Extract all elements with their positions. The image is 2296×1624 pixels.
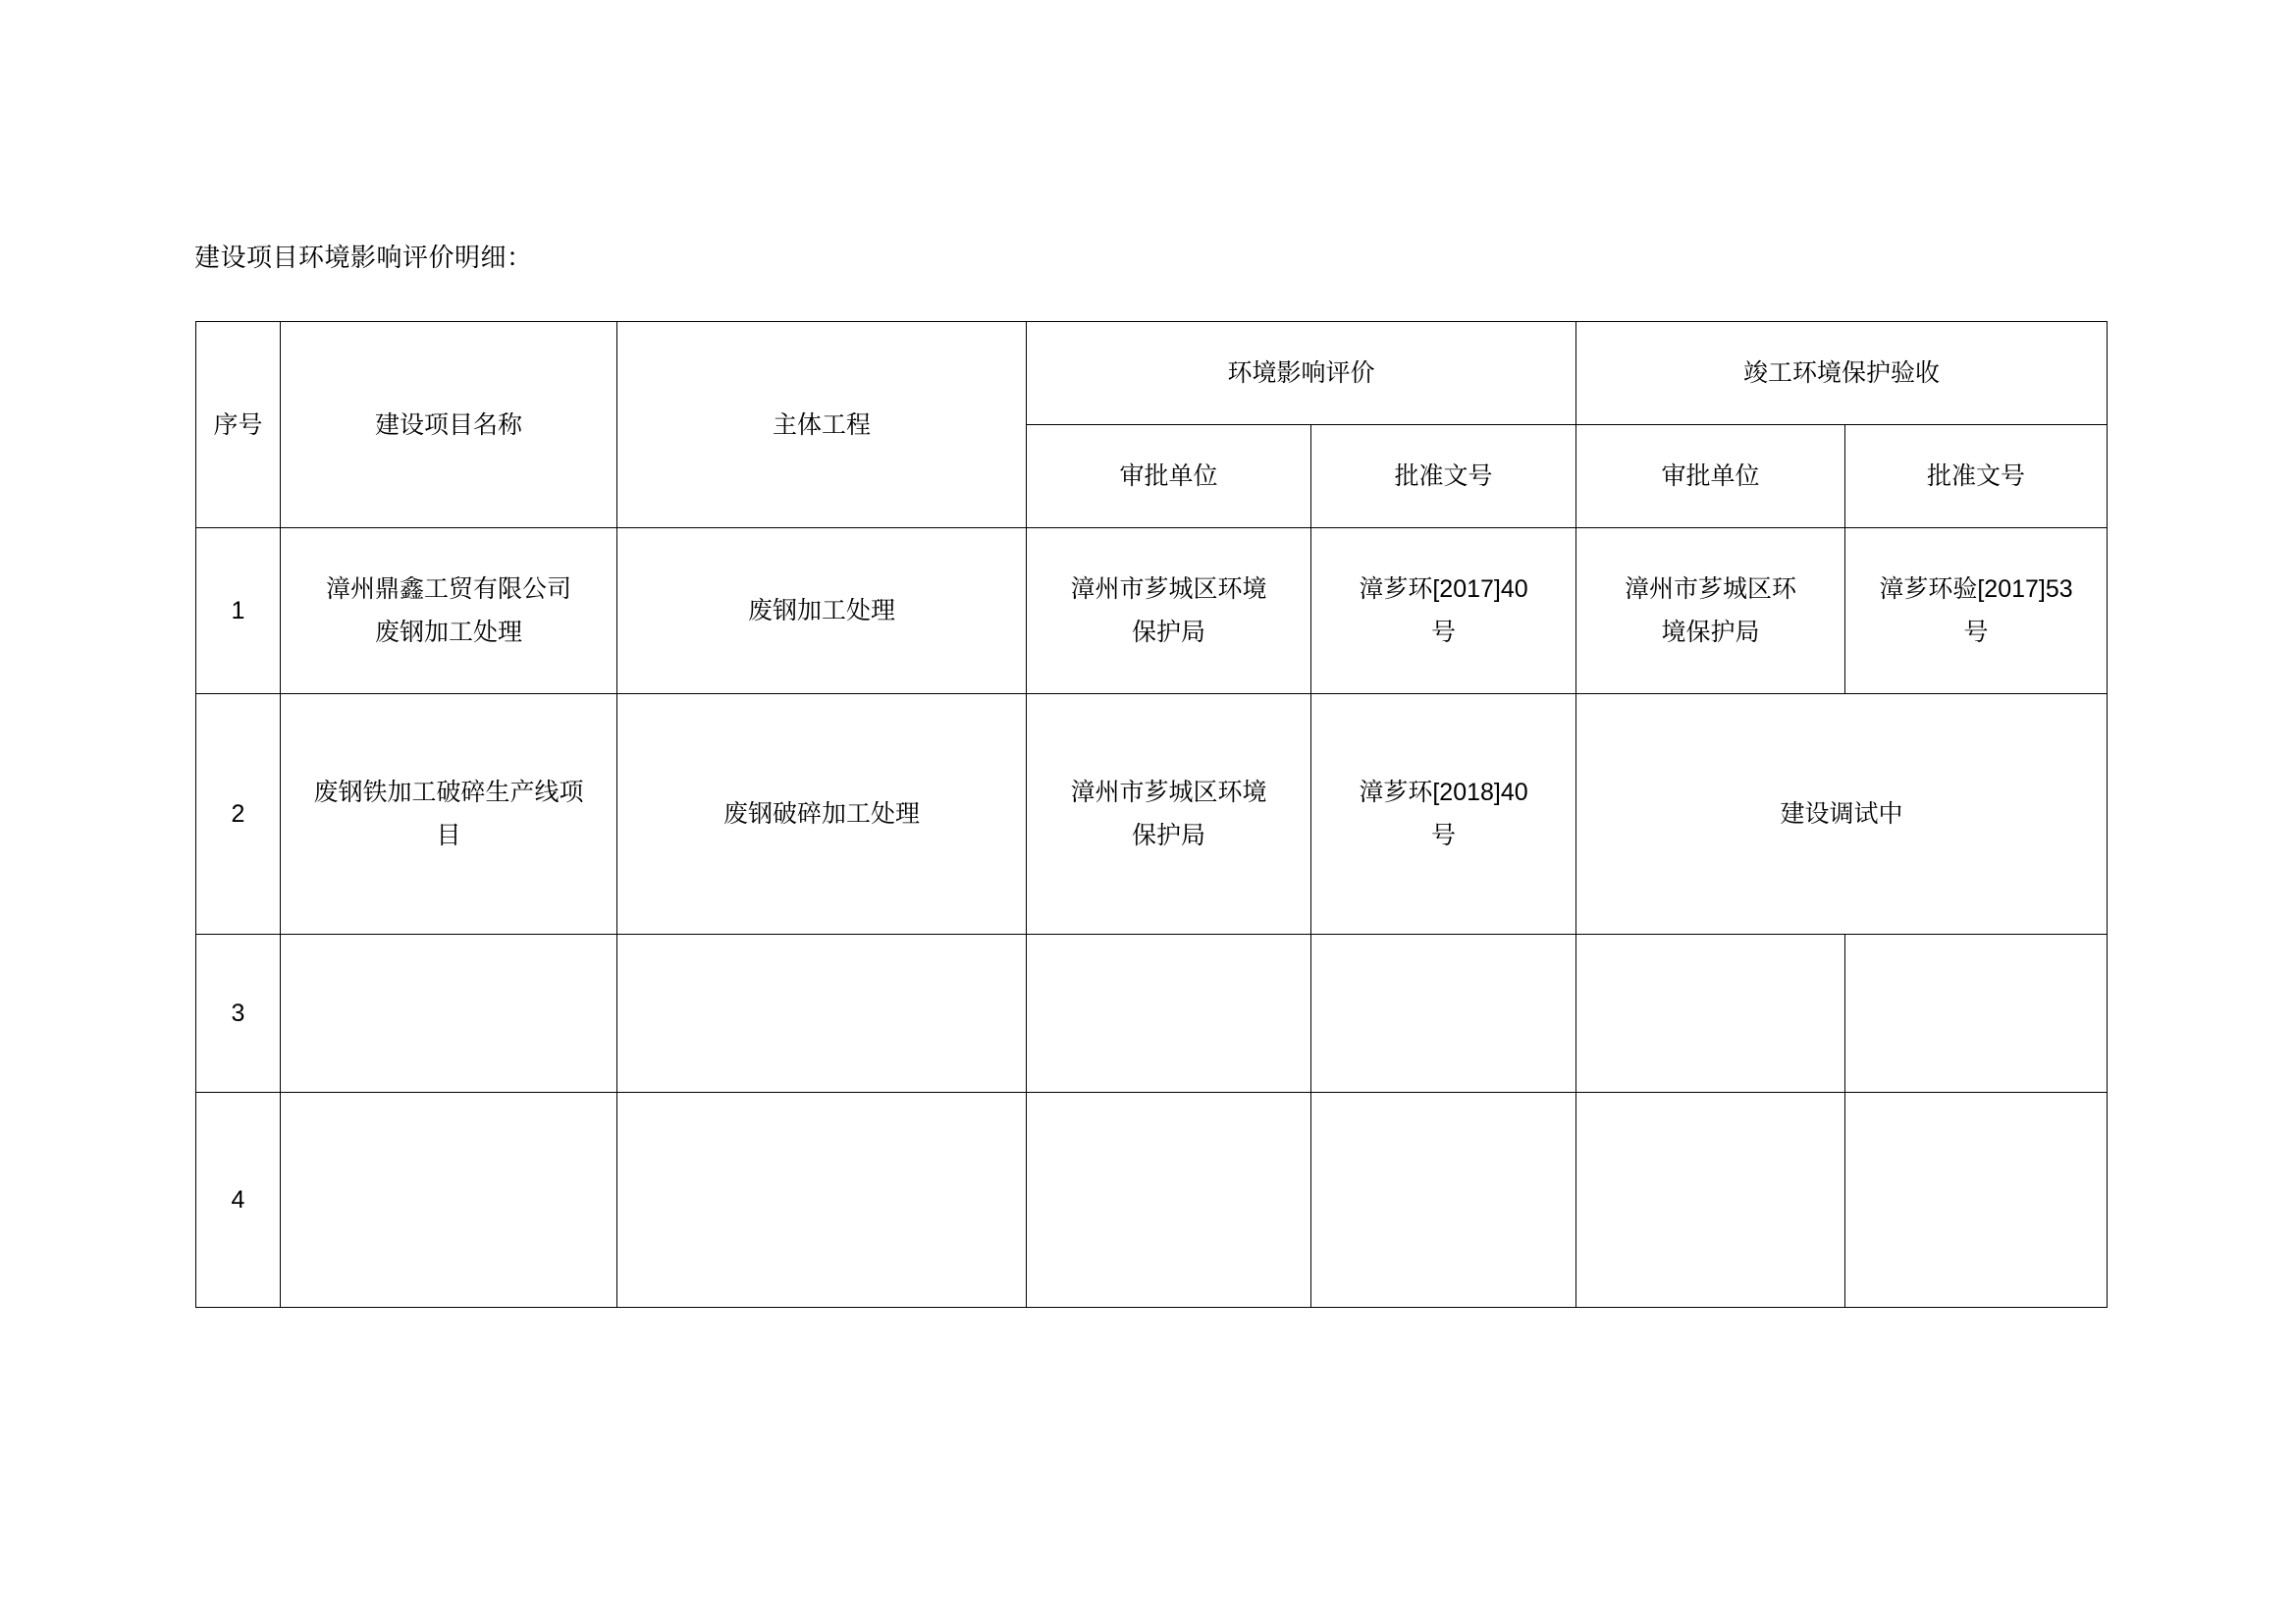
cell-eia-doc-line1: 漳芗环[2018]40 — [1359, 779, 1528, 806]
cell-eia-org-line2: 保护局 — [1131, 619, 1205, 646]
header-seq: 序号 — [196, 322, 281, 528]
cell-project-name-line1: 漳州鼎鑫工贸有限公司 — [325, 575, 571, 603]
table-row — [196, 528, 2108, 694]
header-acceptance-group: 竣工环境保护验收 — [1576, 322, 2108, 425]
cell-eia-doc-line1: 漳芗环[2017]40 — [1359, 575, 1528, 603]
eia-detail-table — [195, 321, 2108, 1308]
cell-acc-doc-line2: 号 — [1963, 619, 1989, 646]
cell-main-works — [617, 935, 1027, 1093]
cell-eia-doc-line2: 号 — [1431, 822, 1457, 849]
table-row — [196, 935, 2108, 1093]
table-row — [196, 694, 2108, 935]
cell-seq: 4 — [196, 1093, 281, 1308]
cell-project-name — [281, 528, 617, 694]
page-title: 建设项目环境影响评价明细： — [194, 243, 533, 272]
header-eia-group: 环境影响评价 — [1027, 322, 1576, 425]
table-row — [196, 1093, 2108, 1308]
cell-main-works: 废钢加工处理 — [617, 528, 1027, 694]
cell-project-name — [281, 694, 617, 935]
cell-acc-org-line1: 漳州市芗城区环 — [1625, 575, 1797, 603]
cell-acc-org-line2: 境保护局 — [1661, 619, 1760, 646]
cell-acc-org — [1576, 528, 1845, 694]
header-eia-approval-org: 审批单位 — [1027, 425, 1311, 528]
cell-eia-org — [1027, 528, 1311, 694]
header-project-name: 建设项目名称 — [281, 322, 617, 528]
cell-eia-org-line1: 漳州市芗城区环境 — [1070, 575, 1267, 603]
header-eia-approval-doc: 批准文号 — [1311, 425, 1576, 528]
cell-main-works: 废钢破碎加工处理 — [617, 694, 1027, 935]
header-acc-approval-org: 审批单位 — [1576, 425, 1845, 528]
cell-project-name-line2: 废钢加工处理 — [374, 619, 522, 646]
cell-project-name-line1: 废钢铁加工破碎生产线项 — [313, 779, 584, 806]
cell-acc-doc — [1845, 935, 2108, 1093]
cell-project-name — [281, 935, 617, 1093]
cell-main-works — [617, 1093, 1027, 1308]
cell-acc-doc-line1: 漳芗环验[2017]53 — [1879, 575, 2073, 603]
table-header-row-1 — [196, 322, 2108, 425]
cell-eia-doc — [1311, 694, 1576, 935]
cell-eia-doc — [1311, 528, 1576, 694]
cell-acc-doc — [1845, 528, 2108, 694]
cell-eia-org — [1027, 694, 1311, 935]
cell-seq: 3 — [196, 935, 281, 1093]
cell-acc-doc — [1845, 1093, 2108, 1308]
cell-project-name — [281, 1093, 617, 1308]
cell-project-name-line2: 目 — [436, 822, 461, 849]
cell-eia-doc — [1311, 1093, 1576, 1308]
cell-acc-org — [1576, 1093, 1845, 1308]
cell-seq: 2 — [196, 694, 281, 935]
header-acc-approval-doc: 批准文号 — [1845, 425, 2108, 528]
cell-acceptance-merged: 建设调试中 — [1576, 694, 2108, 935]
cell-acc-org — [1576, 935, 1845, 1093]
cell-eia-doc-line2: 号 — [1431, 619, 1457, 646]
cell-seq: 1 — [196, 528, 281, 694]
cell-eia-doc — [1311, 935, 1576, 1093]
cell-eia-org-line2: 保护局 — [1131, 822, 1205, 849]
cell-eia-org — [1027, 935, 1311, 1093]
cell-eia-org-line1: 漳州市芗城区环境 — [1070, 779, 1267, 806]
header-main-works: 主体工程 — [617, 322, 1027, 528]
cell-eia-org — [1027, 1093, 1311, 1308]
